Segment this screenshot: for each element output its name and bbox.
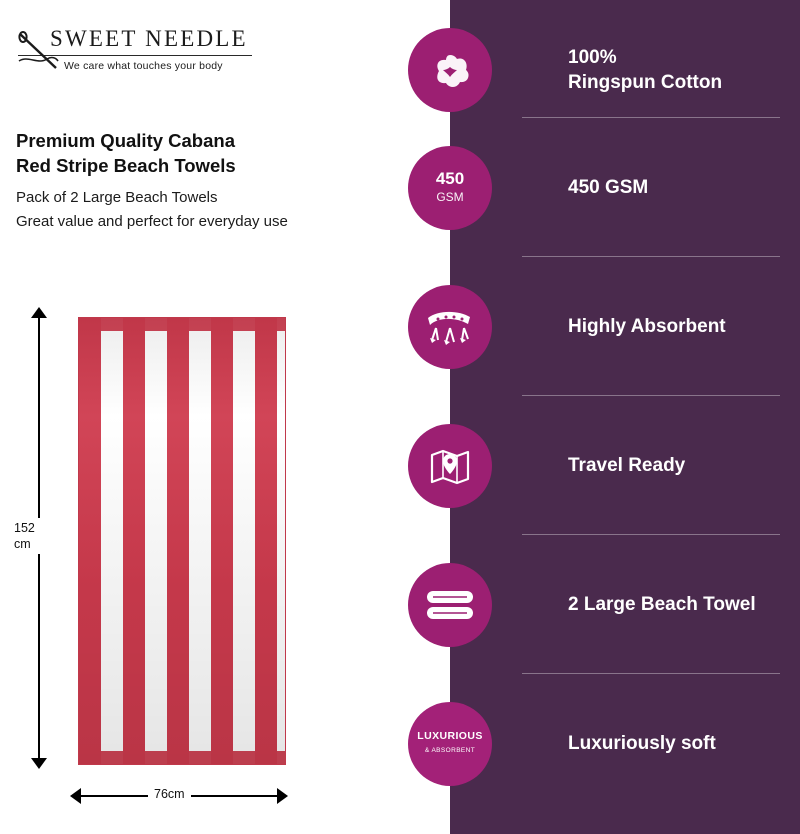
feature-label-cotton [568,45,792,95]
stacked-towels-icon [408,563,492,647]
width-arrow-right-icon [277,788,288,804]
luxurious-seal-icon [408,702,492,786]
subtitle-line-2: Great value and perfect for everyday use [16,213,288,230]
absorbent-glyph [424,304,476,350]
absorbent-drops-icon [408,285,492,369]
title-line-2: Red Stripe Beach Towels [16,155,236,176]
map-glyph [427,443,473,489]
gsm-weight-icon [408,146,492,230]
feature-label-cotton-line2: Ringspun Cotton [568,71,723,93]
brand-tagline: We care what touches your body [64,60,223,72]
title-line-1: Premium Quality Cabana [16,130,235,151]
feature-label-travel: Travel Ready [568,455,686,476]
feature-label-soft: Luxuriously soft [568,733,716,754]
brand-name: SWEET NEEDLE [50,26,248,51]
feature-label-quantity: 2 Large Beach Towel [568,594,756,615]
towel-top-band [79,318,285,331]
gsm-badge-text [436,170,464,206]
feature-item-travel [450,396,800,535]
feature-label-cotton-line1: 100% [568,46,617,68]
product-image [78,317,286,765]
height-label [14,518,54,554]
cotton-flower-icon [408,28,492,112]
cotton-flower-glyph [427,47,473,93]
feature-item-quantity [450,535,800,674]
gsm-badge-unit: GSM [436,189,464,204]
subtitle-line-1: Pack of 2 Large Beach Towels [16,189,218,206]
towels-glyph [423,585,477,625]
brand-logo [16,26,266,72]
luxurious-badge-line1: LUXURIOUS [417,730,483,742]
towel-bottom-band [79,751,285,764]
map-pin-icon [408,424,492,508]
feature-label-gsm: 450 GSM [568,177,649,198]
product-subtitle [16,186,436,234]
feature-item-soft [417,674,800,813]
luxurious-badge-line2: & ABSORBENT [424,747,476,754]
height-value: 152 [14,521,35,535]
striped-towel-graphic [78,317,286,765]
width-label: 76cm [148,787,191,801]
page-title [16,128,416,178]
gsm-badge-value: 450 [435,168,465,188]
luxurious-badge-text [417,730,482,757]
height-unit: cm [14,537,31,551]
feature-item-absorbent [450,257,800,396]
feature-item-gsm [435,118,800,257]
needle-thread-icon [16,28,60,74]
height-arrow-down-icon [31,758,47,769]
feature-label-absorbent: Highly Absorbent [568,316,726,337]
features-panel [417,0,800,834]
